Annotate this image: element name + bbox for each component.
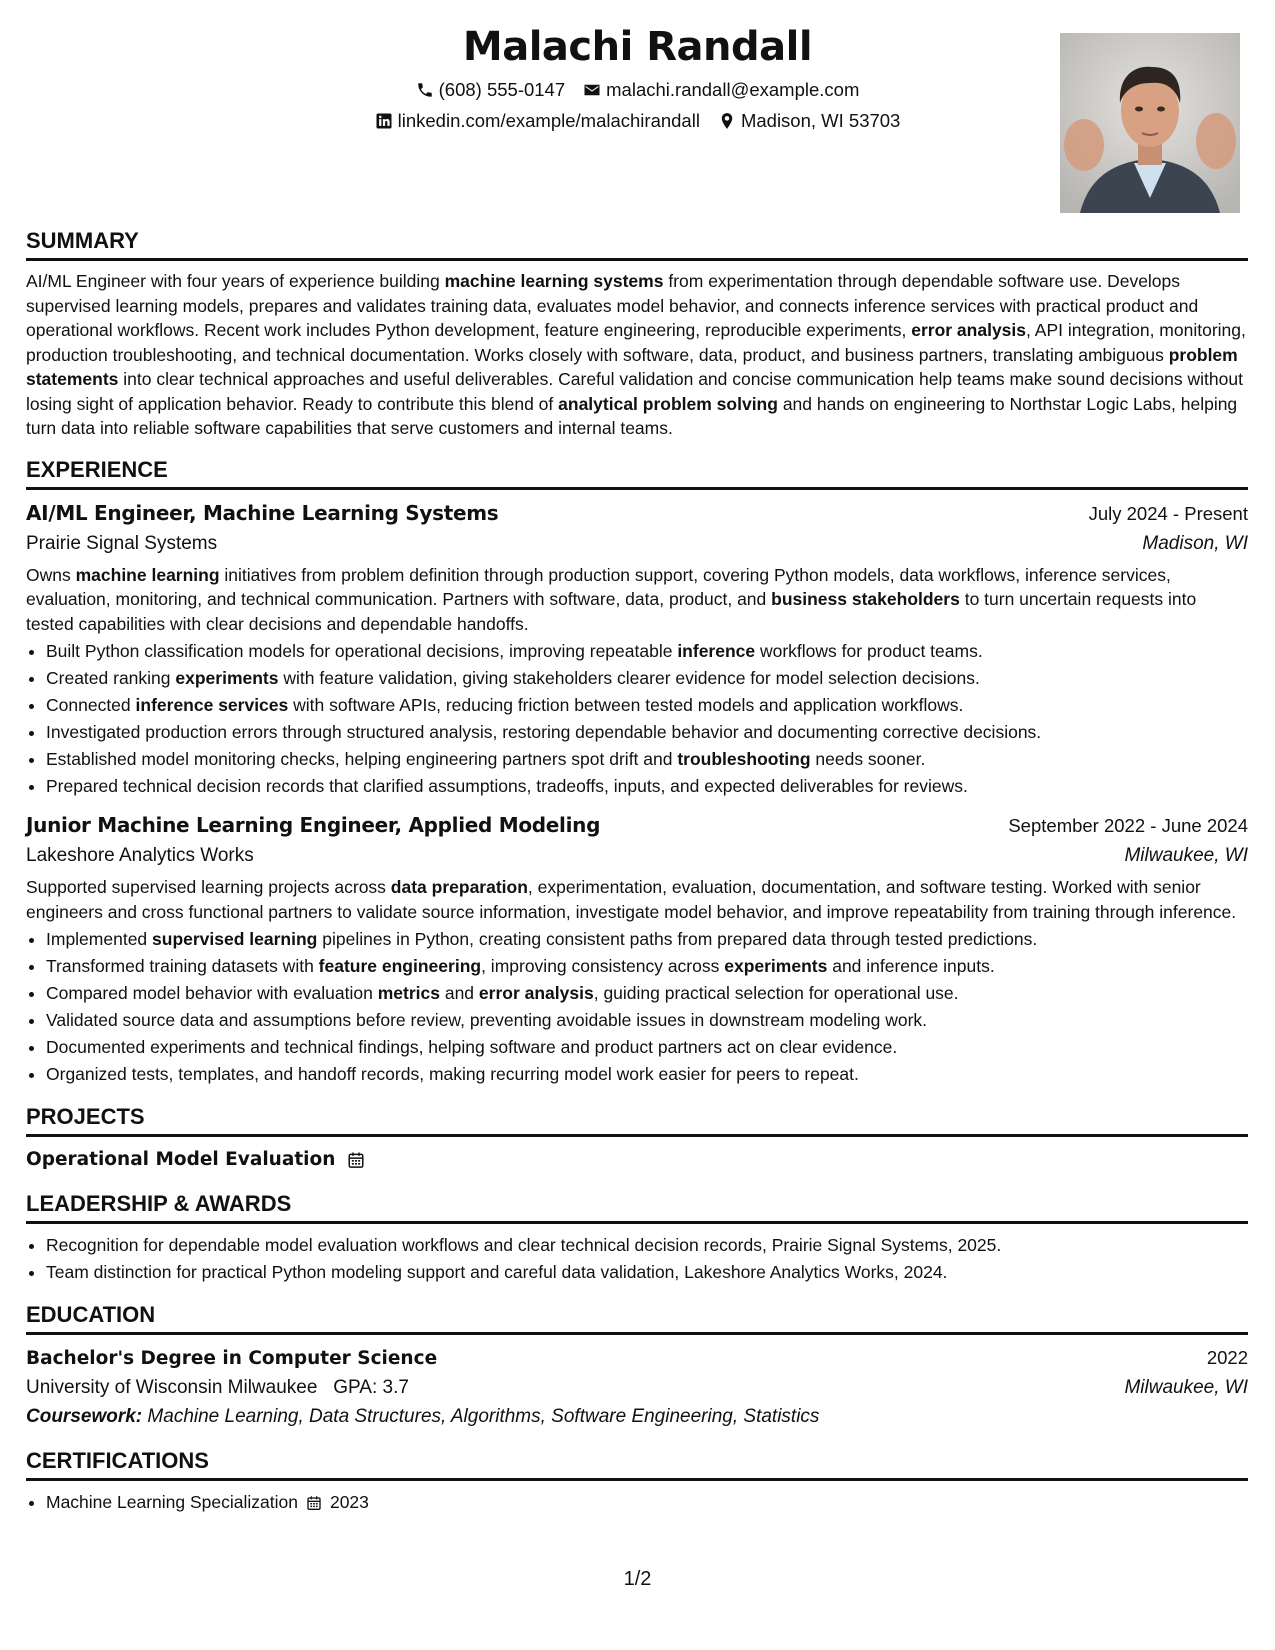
text-segment: Built Python classification models for operational decisions, improving repeatable bbox=[46, 641, 678, 661]
text-segment: Prepared technical decision records that clarified assumptions, tradeoffs, inputs, and expected deliverables for reviews. bbox=[46, 776, 968, 796]
award-item: • Recognition for dependable model evaluation workflows and clear technical decision records, Prairie Signal Systems, 2025. bbox=[46, 1232, 1248, 1259]
text-segment: AI/ML Engineer with four years of experience building bbox=[26, 271, 445, 291]
emphasis-text: machine learning bbox=[75, 564, 220, 585]
job-bullets bbox=[26, 638, 1248, 800]
leadership-list bbox=[26, 1232, 1248, 1286]
section-divider bbox=[26, 1134, 1248, 1137]
job-location: Madison, WI bbox=[1142, 532, 1248, 554]
text-segment: , experimentation, evaluation, documentation, and software testing. Worked with senior engineers and cross functional partners to validate source information, investigate model behavior, and improve repeatability from training through inference. bbox=[26, 877, 1237, 922]
text-segment: Organized tests, templates, and handoff records, making recurring model work easier for peers to repeat. bbox=[46, 1064, 859, 1084]
text-segment: and inference inputs. bbox=[827, 956, 995, 976]
job-header bbox=[26, 498, 1248, 529]
job-description bbox=[26, 875, 1248, 924]
calendar-icon bbox=[306, 1495, 322, 1511]
bullet-item bbox=[46, 719, 1248, 746]
phone-contact bbox=[416, 74, 566, 105]
bullet-item bbox=[46, 1007, 1248, 1034]
emphasis-text: metrics bbox=[377, 983, 440, 1003]
text-segment: pipelines in Python, creating consistent paths from prepared data through tested predictions. bbox=[317, 929, 1038, 949]
company-name: Prairie Signal Systems bbox=[26, 532, 218, 554]
profile-photo bbox=[1060, 33, 1240, 213]
emphasis-text: feature engineering bbox=[318, 956, 482, 976]
bullet-item bbox=[46, 926, 1248, 953]
job-header bbox=[26, 810, 1248, 841]
job-title: AI/ML Engineer, Machine Learning Systems bbox=[26, 500, 499, 525]
bullet-item bbox=[46, 1061, 1248, 1088]
emphasis-text: machine learning systems bbox=[444, 271, 664, 291]
text-segment: Validated source data and assumptions before review, preventing avoidable issues in downstream modeling work. bbox=[46, 1010, 928, 1030]
emphasis-text: inference bbox=[677, 641, 756, 661]
school-name: University of Wisconsin Milwaukee bbox=[26, 1377, 318, 1398]
job-title: Junior Machine Learning Engineer, Applied Modeling bbox=[26, 813, 601, 837]
emphasis-text: inference services bbox=[135, 695, 289, 715]
text-segment: Transformed training datasets with bbox=[46, 956, 319, 976]
emphasis-text: error analysis bbox=[478, 983, 594, 1003]
bullet-item bbox=[46, 953, 1248, 980]
certification-item bbox=[46, 1489, 1248, 1516]
school-row bbox=[26, 1373, 1248, 1402]
text-segment: Implemented bbox=[46, 929, 153, 949]
experience-section bbox=[26, 455, 1248, 1089]
job-entry bbox=[26, 810, 1248, 1088]
candidate-name: Malachi Randall bbox=[462, 24, 813, 70]
linkedin-link[interactable]: linkedin.com/example/malachirandall bbox=[397, 110, 700, 131]
coursework-list: Machine Learning, Data Structures, Algorithms, Software Engineering, Statistics bbox=[147, 1406, 820, 1427]
project-name: Operational Model Evaluation bbox=[26, 1149, 336, 1170]
text-segment: , guiding practical selection for operational use. bbox=[593, 983, 959, 1003]
project-item bbox=[26, 1145, 1248, 1175]
degree-name: Bachelor's Degree in Computer Science bbox=[26, 1348, 438, 1369]
calendar-icon bbox=[347, 1151, 365, 1169]
job-location: Milwaukee, WI bbox=[1124, 845, 1248, 866]
text-segment: Documented experiments and technical findings, helping software and product partners act on clear evidence. bbox=[46, 1037, 898, 1057]
text-segment: and bbox=[439, 983, 479, 1003]
location-contact bbox=[718, 105, 900, 136]
text-segment: , API integration, monitoring, production troubleshooting, and technical documentation. Works closely with software, data, product, and business partners, translating ambiguous bbox=[26, 320, 1246, 365]
page-number: 1/2 bbox=[623, 1568, 652, 1590]
section-title: LEADERSHIP & AWARDS bbox=[26, 1191, 292, 1216]
text-segment: Compared model behavior with evaluation bbox=[46, 983, 378, 1003]
certifications-section bbox=[26, 1446, 1248, 1516]
map-pin-icon bbox=[718, 112, 736, 130]
text-segment: from experimentation through dependable software use. Develops supervised learning models, prepares and validates training data, evaluates model behavior, and connects inference services with practical product and operational workflows. Recent work includes Python development, feature engineering, reproducible experiments, bbox=[26, 271, 1199, 340]
job-company-row bbox=[26, 529, 1248, 559]
text-segment: with feature validation, giving stakeholders clearer evidence for model selection decisions. bbox=[278, 668, 980, 688]
text-segment: Investigated production errors through structured analysis, restoring dependable behavior and documenting corrective decisions. bbox=[46, 722, 1042, 742]
section-divider bbox=[26, 258, 1248, 261]
emphasis-text: data preparation bbox=[390, 877, 528, 897]
emphasis-text: experiments bbox=[175, 668, 279, 688]
bullet-item bbox=[46, 638, 1248, 665]
job-entry bbox=[26, 498, 1248, 801]
text-segment: Connected bbox=[46, 695, 136, 715]
text-segment: and hands on engineering to Northstar Logic Labs, helping turn data into reliable software capabilities that serve customers and internal teams. bbox=[26, 393, 1238, 438]
text-segment: Created ranking bbox=[46, 668, 176, 688]
certification-year: 2023 bbox=[329, 1492, 369, 1512]
emphasis-text: error analysis bbox=[911, 320, 1027, 340]
coursework bbox=[26, 1402, 1248, 1432]
section-title: SUMMARY bbox=[26, 228, 139, 253]
section-title: CERTIFICATIONS bbox=[26, 1448, 209, 1473]
linkedin-icon bbox=[375, 112, 393, 130]
phone-text: (608) 555-0147 bbox=[438, 79, 566, 100]
award-item: • Team distinction for practical Python modeling support and careful data validation, Lakeshore Analytics Works, 2024. bbox=[46, 1259, 1248, 1286]
emphasis-text: experiments bbox=[724, 956, 828, 976]
email-contact[interactable] bbox=[583, 74, 859, 105]
linkedin-contact[interactable] bbox=[375, 105, 700, 136]
leadership-section bbox=[26, 1189, 1248, 1286]
text-segment: Established model monitoring checks, helping engineering partners spot drift and bbox=[46, 749, 678, 769]
job-bullets bbox=[26, 926, 1248, 1088]
resume-body bbox=[26, 226, 1248, 1530]
text-segment: into clear technical approaches and useful deliverables. Careful validation and concise communication help teams make sound decisions without losing sight of application behavior. Ready to contribute this blend of bbox=[26, 369, 1243, 414]
bullet-item bbox=[46, 665, 1248, 692]
bullet-item bbox=[46, 1034, 1248, 1061]
school-info bbox=[26, 1373, 409, 1402]
location-text: Madison, WI 53703 bbox=[740, 110, 901, 131]
envelope-icon bbox=[583, 81, 601, 99]
school-location: Milwaukee, WI bbox=[1124, 1377, 1248, 1398]
job-company-row bbox=[26, 841, 1248, 871]
text-segment: Owns bbox=[26, 564, 76, 585]
text-segment: initiatives from problem definition through production support, covering Python models, data workflows, inference services, evaluation, monitoring, and technical communication. Partners with software, data, product, and bbox=[26, 564, 1171, 609]
section-title: PROJECTS bbox=[26, 1104, 145, 1129]
company-name: Lakeshore Analytics Works bbox=[26, 845, 254, 866]
emphasis-text: troubleshooting bbox=[677, 749, 811, 769]
summary-section bbox=[26, 226, 1248, 441]
coursework-label: Coursework: bbox=[26, 1406, 143, 1427]
bullet-item bbox=[46, 773, 1248, 800]
education-section bbox=[26, 1300, 1248, 1432]
gpa: GPA: 3.7 bbox=[333, 1377, 409, 1398]
job-dates: July 2024 - Present bbox=[1088, 502, 1248, 524]
emphasis-text: supervised learning bbox=[152, 929, 318, 949]
email-link[interactable]: malachi.randall@example.com bbox=[606, 79, 860, 100]
text-segment: , improving consistency across bbox=[481, 956, 725, 976]
certification-name: • Machine Learning Specialization bbox=[46, 1492, 298, 1512]
text-segment: workflows for product teams. bbox=[755, 641, 983, 661]
summary-text bbox=[26, 269, 1248, 441]
graduation-year: 2022 bbox=[1206, 1347, 1248, 1368]
certifications-list bbox=[26, 1489, 1248, 1516]
certification-line bbox=[46, 1489, 369, 1516]
bullet-item bbox=[46, 746, 1248, 773]
bullet-item bbox=[46, 692, 1248, 719]
job-description bbox=[26, 563, 1248, 637]
projects-section bbox=[26, 1102, 1248, 1175]
section-divider bbox=[26, 1221, 1248, 1224]
section-title: EDUCATION bbox=[26, 1302, 156, 1327]
job-dates: September 2022 - June 2024 bbox=[1008, 815, 1248, 836]
section-divider bbox=[26, 1478, 1248, 1481]
emphasis-text: analytical problem solving bbox=[558, 393, 778, 414]
bullet-item bbox=[46, 980, 1248, 1007]
text-segment: needs sooner. bbox=[810, 749, 926, 769]
text-segment: to turn uncertain requests into tested capabilities with clear decisions and dependable handoffs. bbox=[26, 589, 1197, 634]
section-divider bbox=[26, 487, 1248, 490]
phone-icon bbox=[416, 81, 434, 99]
text-segment: Supported supervised learning projects across bbox=[26, 877, 391, 897]
text-segment: with software APIs, reducing friction between tested models and application workflows. bbox=[288, 695, 964, 715]
section-title: EXPERIENCE bbox=[26, 456, 168, 482]
emphasis-text: business stakeholders bbox=[771, 589, 960, 609]
emphasis-text: problem statements bbox=[26, 344, 1238, 389]
section-divider bbox=[26, 1332, 1248, 1335]
education-header bbox=[26, 1343, 1248, 1373]
